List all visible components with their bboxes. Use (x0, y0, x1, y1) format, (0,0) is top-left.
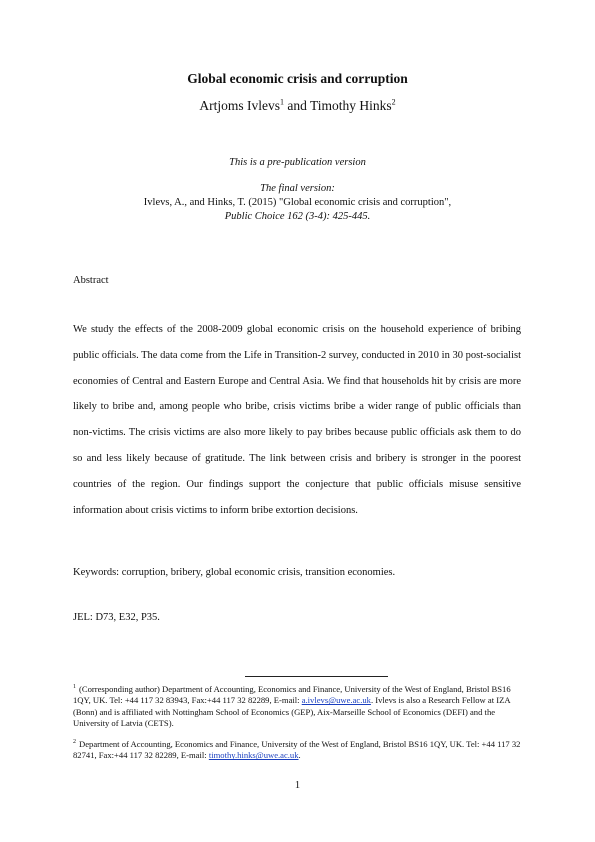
author-line (0, 98, 595, 114)
footnote-2-text-a: Department of Accounting, Economics and Finance, University of the West of England, Bristol BS16 1QY, UK. Tel: +44 117 32 82741, Fax:+44 117 32 82289, E-mail: (73, 739, 521, 761)
footnote-2 (73, 739, 525, 762)
email-link-ivlevs[interactable]: a.ivlevs@uwe.ac.uk (301, 695, 371, 706)
email-link-hinks[interactable]: timothy.hinks@uwe.ac.uk (208, 750, 299, 761)
footnote-2-text-b: . (298, 750, 301, 761)
footnote-1-text-a: (Corresponding author) Department of Accounting, Economics and Finance, University of the West of England, Bristol BS16 1QY, UK. Tel: +44 117 32 83943, Fax:+44 117 32 82289, E-mail: (73, 684, 511, 706)
footnote-separator (245, 676, 388, 677)
author-hinks: Timothy Hinks (309, 98, 392, 113)
journal-reference: Public Choice 162 (3-4): 425-445. (224, 211, 371, 222)
footnote-1-text-b: . Ivlevs is also a Research Fellow at IZA (Bonn) and is affiliated with Nottingham School of Economics (GEP), Aix-Marseille School of Economics (DEFI) and the University of Latvia (CETS). (73, 695, 511, 729)
paper-title: Global economic crisis and corruption (187, 71, 408, 86)
abstract-body: We study the effects of the 2008-2009 global economic crisis on the household experience of bribing public officials. The data come from the Life in Transition-2 survey, conducted in 2010 in 30 post-socialist economies of Central and Eastern Europe and Central Asia. We find that households hit by crisis are more likely to bribe and, among people who bribe, crisis victims bribe a wider range of public officials than non-victims. The crisis victims are also more likely to pay bribes because public officials ask them to do so and less likely because of gratitude. The link between crisis and bribery is stronger in the poorest countries of the region. Our findings support the conjecture that public officials misuse sensitive information about crisis victims to inform bribe extortion decisions. (73, 324, 522, 516)
author-ivlevs: Artjoms Ivlevs (199, 98, 280, 113)
citation-line: Ivlevs, A., and Hinks, T. (2015) "Global economic crisis and corruption", (143, 197, 452, 208)
page-number: 1 (294, 780, 301, 791)
final-version-label: The final version: (260, 183, 335, 194)
footnote-mark-1: 1 (279, 97, 284, 107)
author-connector: and (283, 98, 310, 113)
footnote-1-mark: 1 (73, 684, 76, 691)
abstract-heading: Abstract (73, 275, 109, 286)
footnote-1 (73, 684, 525, 730)
prepublication-note: This is a pre-publication version (229, 157, 366, 168)
keywords-line: Keywords: corruption, bribery, global economic crisis, transition economies. (73, 567, 396, 578)
footnote-2-mark: 2 (73, 739, 76, 746)
jel-codes: JEL: D73, E32, P35. (73, 612, 160, 623)
footnote-mark-2: 2 (391, 97, 396, 107)
